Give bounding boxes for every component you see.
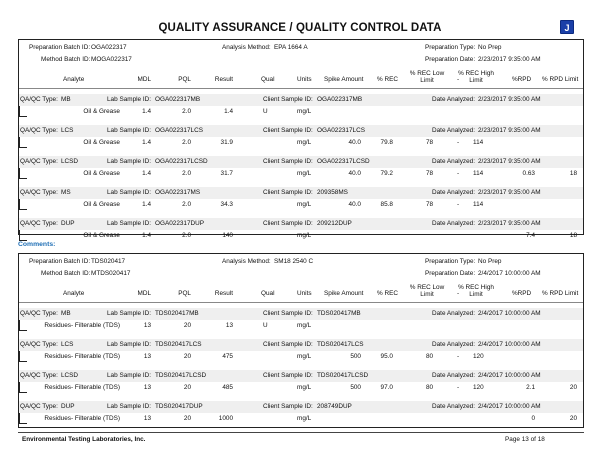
mdl-value: 1.4 [142,170,151,177]
qa-type-value: MB [61,310,71,317]
rec-low-value: 80 [426,384,434,391]
mdl-value: 13 [143,322,151,329]
col-rpd: %RPD [512,290,532,297]
lab-sample-value: OGA022317LCSD [155,158,208,165]
col-mdl: MDL [137,76,151,83]
lab-sample-value: TDS020417LCSD [155,372,207,379]
result-value: 140 [222,232,233,239]
rpd-value: 0.63 [522,170,535,177]
client-sample-value: OGA022317MB [317,96,363,103]
lab-sample-label: Lab Sample ID: [107,372,152,379]
lab-sample-label: Lab Sample ID: [107,189,152,196]
mdl-value: 1.4 [142,108,151,115]
lab-sample-value: TDS020417MB [155,310,199,317]
date-analyzed-value: 2/23/2017 9:35:00 AM [478,127,541,134]
units-value: mg/L [297,384,312,391]
col-analyte: Analyte [63,76,85,83]
col-spike: Spike Amount [324,290,364,297]
mdl-value: 13 [143,353,151,360]
rec-value: 79.2 [380,170,393,177]
client-sample-label: Client Sample ID: [263,310,313,317]
col-dash: - [457,290,460,297]
units-value: mg/L [297,108,312,115]
row-bracket-vertical [19,106,20,116]
qual-value: U [263,322,268,329]
col-result: Result [214,290,233,297]
date-analyzed-value: 2/4/2017 10:00:00 AM [478,341,541,348]
lab-sample-value: TDS020417LCS [155,341,202,348]
analyte-value: Oil & Grease [83,139,120,146]
col-rec-low-limit: Limit [420,291,434,298]
rpd-limit-value: 18 [569,232,577,239]
method-batch-value: MTDS020417 [91,270,131,277]
prep-type-value: No Prep [478,44,502,51]
rec-value: 85.8 [380,201,393,208]
prep-type-label: Preparation Type: [425,258,476,265]
pql-value: 2.0 [182,108,191,115]
lab-sample-value: OGA022317MB [155,96,201,103]
client-sample-label: Client Sample ID: [263,403,313,410]
qa-type-label: QA/QC Type: [20,96,58,103]
qa-type-label: QA/QC Type: [20,403,58,410]
lab-sample-label: Lab Sample ID: [107,127,152,134]
lab-sample-value: OGA022317MS [155,189,201,196]
lab-sample-label: Lab Sample ID: [107,403,152,410]
qa-type-value: MB [61,96,71,103]
row-bracket-vertical [19,413,20,423]
method-batch-label: Method Batch ID: [41,270,91,277]
qa-type-value: DUP [61,403,75,410]
qa-type-label: QA/QC Type: [20,220,58,227]
date-analyzed-label: Date Analyzed: [432,96,475,103]
col-rec-high: % REC High [458,70,494,77]
rec-high-value: 120 [473,353,484,360]
units-value: mg/L [297,415,312,422]
header-divider [19,88,583,89]
col-rpd-limit: % RPD Limit [542,76,579,83]
mdl-value: 1.4 [142,201,151,208]
col-rec-low: % REC Low [409,284,445,291]
qa-type-value: DUP [61,220,75,227]
qa-type-value: LCSD [61,158,79,165]
mdl-value: 13 [143,384,151,391]
result-value: 475 [222,353,233,360]
method-batch-label: Method Batch ID: [41,56,91,63]
row-bracket-vertical [19,168,20,178]
rec-dash: - [457,139,460,146]
col-rec-high: % REC High [458,284,494,291]
result-value: 485 [222,384,233,391]
comments-label: Comments: [18,241,56,248]
col-rpd: %RPD [512,76,532,83]
header-divider [19,302,583,303]
prep-batch-label: Preparation Batch ID: [29,44,91,51]
analysis-method-value: SM18 2540 C [274,258,314,265]
pql-value: 20 [183,415,191,422]
date-analyzed-value: 2/23/2017 9:35:00 AM [478,189,541,196]
units-value: mg/L [297,353,312,360]
col-analyte: Analyte [63,290,85,297]
method-batch-value: MOGA022317 [91,56,132,63]
row-bracket-horizontal [19,361,27,362]
rec-high-value: 114 [473,139,484,146]
rec-value: 79.8 [380,139,393,146]
rec-low-value: 78 [426,201,434,208]
lab-sample-label: Lab Sample ID: [107,310,152,317]
prep-date-value: 2/23/2017 9:35:00 AM [478,56,541,63]
result-value: 31.9 [220,139,233,146]
row-bracket-horizontal [19,147,27,148]
client-sample-label: Client Sample ID: [263,189,313,196]
row-bracket-horizontal [19,330,27,331]
row-bracket-vertical [19,230,20,240]
pql-value: 2.0 [182,170,191,177]
qa-type-value: MS [61,189,71,196]
prep-batch-value: TDS020417 [91,258,126,265]
result-value: 1000 [218,415,233,422]
rec-low-value: 78 [426,170,434,177]
batch-section-2 [18,253,584,428]
col-rec-low-limit: Limit [420,77,434,84]
col-spike: Spike Amount [324,76,364,83]
col-result: Result [214,76,233,83]
qa-type-label: QA/QC Type: [20,372,58,379]
units-value: mg/L [297,232,312,239]
lab-sample-label: Lab Sample ID: [107,158,152,165]
units-value: mg/L [297,139,312,146]
row-bracket-horizontal [19,116,27,117]
pql-value: 20 [183,322,191,329]
analyte-value: Residues- Filterable (TDS) [44,322,120,329]
rpd-value: 0 [531,415,535,422]
client-sample-value: 208749DUP [317,403,352,410]
col-pql: PQL [178,76,191,83]
client-sample-value: TDS020417LCSD [317,372,369,379]
result-value: 31.7 [220,170,233,177]
date-analyzed-label: Date Analyzed: [432,158,475,165]
row-bracket-horizontal [19,392,27,393]
rec-low-value: 80 [426,353,434,360]
analyte-value: Oil & Grease [83,232,120,239]
col-rec-high-limit: Limit [469,77,483,84]
client-sample-value: TDS020417MB [317,310,361,317]
date-analyzed-label: Date Analyzed: [432,372,475,379]
rec-low-value: 78 [426,139,434,146]
result-value: 13 [225,322,233,329]
prep-date-value: 2/4/2017 10:00:00 AM [478,270,541,277]
col-qual: Qual [261,290,275,297]
rpd-value: 7.4 [526,232,535,239]
analyte-value: Residues- Filterable (TDS) [44,384,120,391]
footer-page-number: Page 13 of 18 [505,436,545,443]
rec-high-value: 120 [473,384,484,391]
analyte-value: Residues- Filterable (TDS) [44,353,120,360]
client-sample-value: 209358MS [317,189,348,196]
col-rpd-limit: % RPD Limit [542,290,579,297]
row-bracket-horizontal [19,209,27,210]
rec-high-value: 114 [473,201,484,208]
pql-value: 20 [183,353,191,360]
result-value: 34.3 [220,201,233,208]
col-pql: PQL [178,290,191,297]
qa-type-value: LCS [61,127,74,134]
rec-value: 97.0 [380,384,393,391]
rec-value: 95.0 [380,353,393,360]
row-bracket-vertical [19,320,20,330]
qa-type-label: QA/QC Type: [20,189,58,196]
lab-sample-label: Lab Sample ID: [107,220,152,227]
pql-value: 2.0 [182,201,191,208]
batch-section-1 [18,39,584,239]
units-value: mg/L [297,322,312,329]
rpd-limit-value: 20 [569,384,577,391]
analyte-value: Oil & Grease [83,108,120,115]
pql-value: 2.0 [182,232,191,239]
prep-batch-value: OGA022317 [91,44,127,51]
analysis-method-label: Analysis Method: [222,44,271,51]
analysis-method-label: Analysis Method: [222,258,271,265]
row-bracket-vertical [19,199,20,209]
analyte-value: Oil & Grease [83,170,120,177]
pql-value: 2.0 [182,139,191,146]
qa-type-label: QA/QC Type: [20,341,58,348]
date-analyzed-label: Date Analyzed: [432,127,475,134]
mdl-value: 1.4 [142,232,151,239]
client-sample-value: OGA022317LCS [317,127,365,134]
date-analyzed-value: 2/4/2017 10:00:00 AM [478,310,541,317]
client-sample-label: Client Sample ID: [263,220,313,227]
col-dash: - [457,76,460,83]
spike-value: 500 [350,353,361,360]
qa-type-label: QA/QC Type: [20,158,58,165]
col-units: Units [297,76,312,83]
row-bracket-horizontal [19,423,27,424]
rpd-limit-value: 20 [569,415,577,422]
client-sample-label: Client Sample ID: [263,158,313,165]
row-bracket-horizontal [19,178,27,179]
client-sample-value: TDS020417LCS [317,341,364,348]
date-analyzed-value: 2/4/2017 10:00:00 AM [478,403,541,410]
col-units: Units [297,290,312,297]
result-value: 1.4 [224,108,233,115]
row-bracket-vertical [19,137,20,147]
rpd-value: 2.1 [526,384,535,391]
client-sample-value: 209212DUP [317,220,352,227]
date-analyzed-value: 2/23/2017 9:35:00 AM [478,220,541,227]
date-analyzed-value: 2/4/2017 10:00:00 AM [478,372,541,379]
prep-type-value: No Prep [478,258,502,265]
mdl-value: 13 [143,415,151,422]
date-analyzed-label: Date Analyzed: [432,220,475,227]
lab-sample-value: OGA022317DUP [155,220,205,227]
lab-sample-value: OGA022317LCS [155,127,203,134]
analyte-value: Residues- Filterable (TDS) [44,415,120,422]
col-rec: % REC [377,290,398,297]
analysis-method-value: EPA 1664 A [274,44,308,51]
footer-company: Environmental Testing Laboratories, Inc. [22,436,146,443]
date-analyzed-label: Date Analyzed: [432,189,475,196]
lab-sample-value: TDS020417DUP [155,403,203,410]
prep-date-label: Preparation Date: [425,270,476,277]
qa-type-value: LCS [61,341,74,348]
spike-value: 500 [350,384,361,391]
spike-value: 40.0 [348,139,361,146]
rec-dash: - [457,353,460,360]
prep-date-label: Preparation Date: [425,56,476,63]
prep-type-label: Preparation Type: [425,44,476,51]
client-sample-label: Client Sample ID: [263,341,313,348]
date-analyzed-value: 2/23/2017 9:35:00 AM [478,96,541,103]
rpd-limit-value: 18 [569,170,577,177]
rec-dash: - [457,170,460,177]
client-sample-label: Client Sample ID: [263,127,313,134]
rec-high-value: 114 [473,170,484,177]
spike-value: 40.0 [348,201,361,208]
lab-sample-label: Lab Sample ID: [107,341,152,348]
col-mdl: MDL [137,290,151,297]
row-bracket-vertical [19,382,20,392]
footer-divider [18,432,584,433]
date-analyzed-label: Date Analyzed: [432,341,475,348]
col-qual: Qual [261,76,275,83]
page-title: QUALITY ASSURANCE / QUALITY CONTROL DATA [158,22,442,34]
col-rec-high-limit: Limit [469,291,483,298]
client-sample-value: OGA022317LCSD [317,158,370,165]
analyte-value: Oil & Grease [83,201,120,208]
rec-dash: - [457,384,460,391]
qual-value: U [263,108,268,115]
rec-dash: - [457,201,460,208]
lab-logo-icon: J [560,20,574,34]
client-sample-label: Client Sample ID: [263,96,313,103]
col-rec-low: % REC Low [409,70,445,77]
units-value: mg/L [297,170,312,177]
client-sample-label: Client Sample ID: [263,372,313,379]
date-analyzed-label: Date Analyzed: [432,310,475,317]
date-analyzed-label: Date Analyzed: [432,403,475,410]
prep-batch-label: Preparation Batch ID: [29,258,91,265]
units-value: mg/L [297,201,312,208]
qa-type-label: QA/QC Type: [20,310,58,317]
row-bracket-vertical [19,351,20,361]
qa-type-value: LCSD [61,372,79,379]
qa-type-label: QA/QC Type: [20,127,58,134]
lab-sample-label: Lab Sample ID: [107,96,152,103]
mdl-value: 1.4 [142,139,151,146]
spike-value: 40.0 [348,170,361,177]
date-analyzed-value: 2/23/2017 9:35:00 AM [478,158,541,165]
pql-value: 20 [183,384,191,391]
col-rec: % REC [377,76,398,83]
